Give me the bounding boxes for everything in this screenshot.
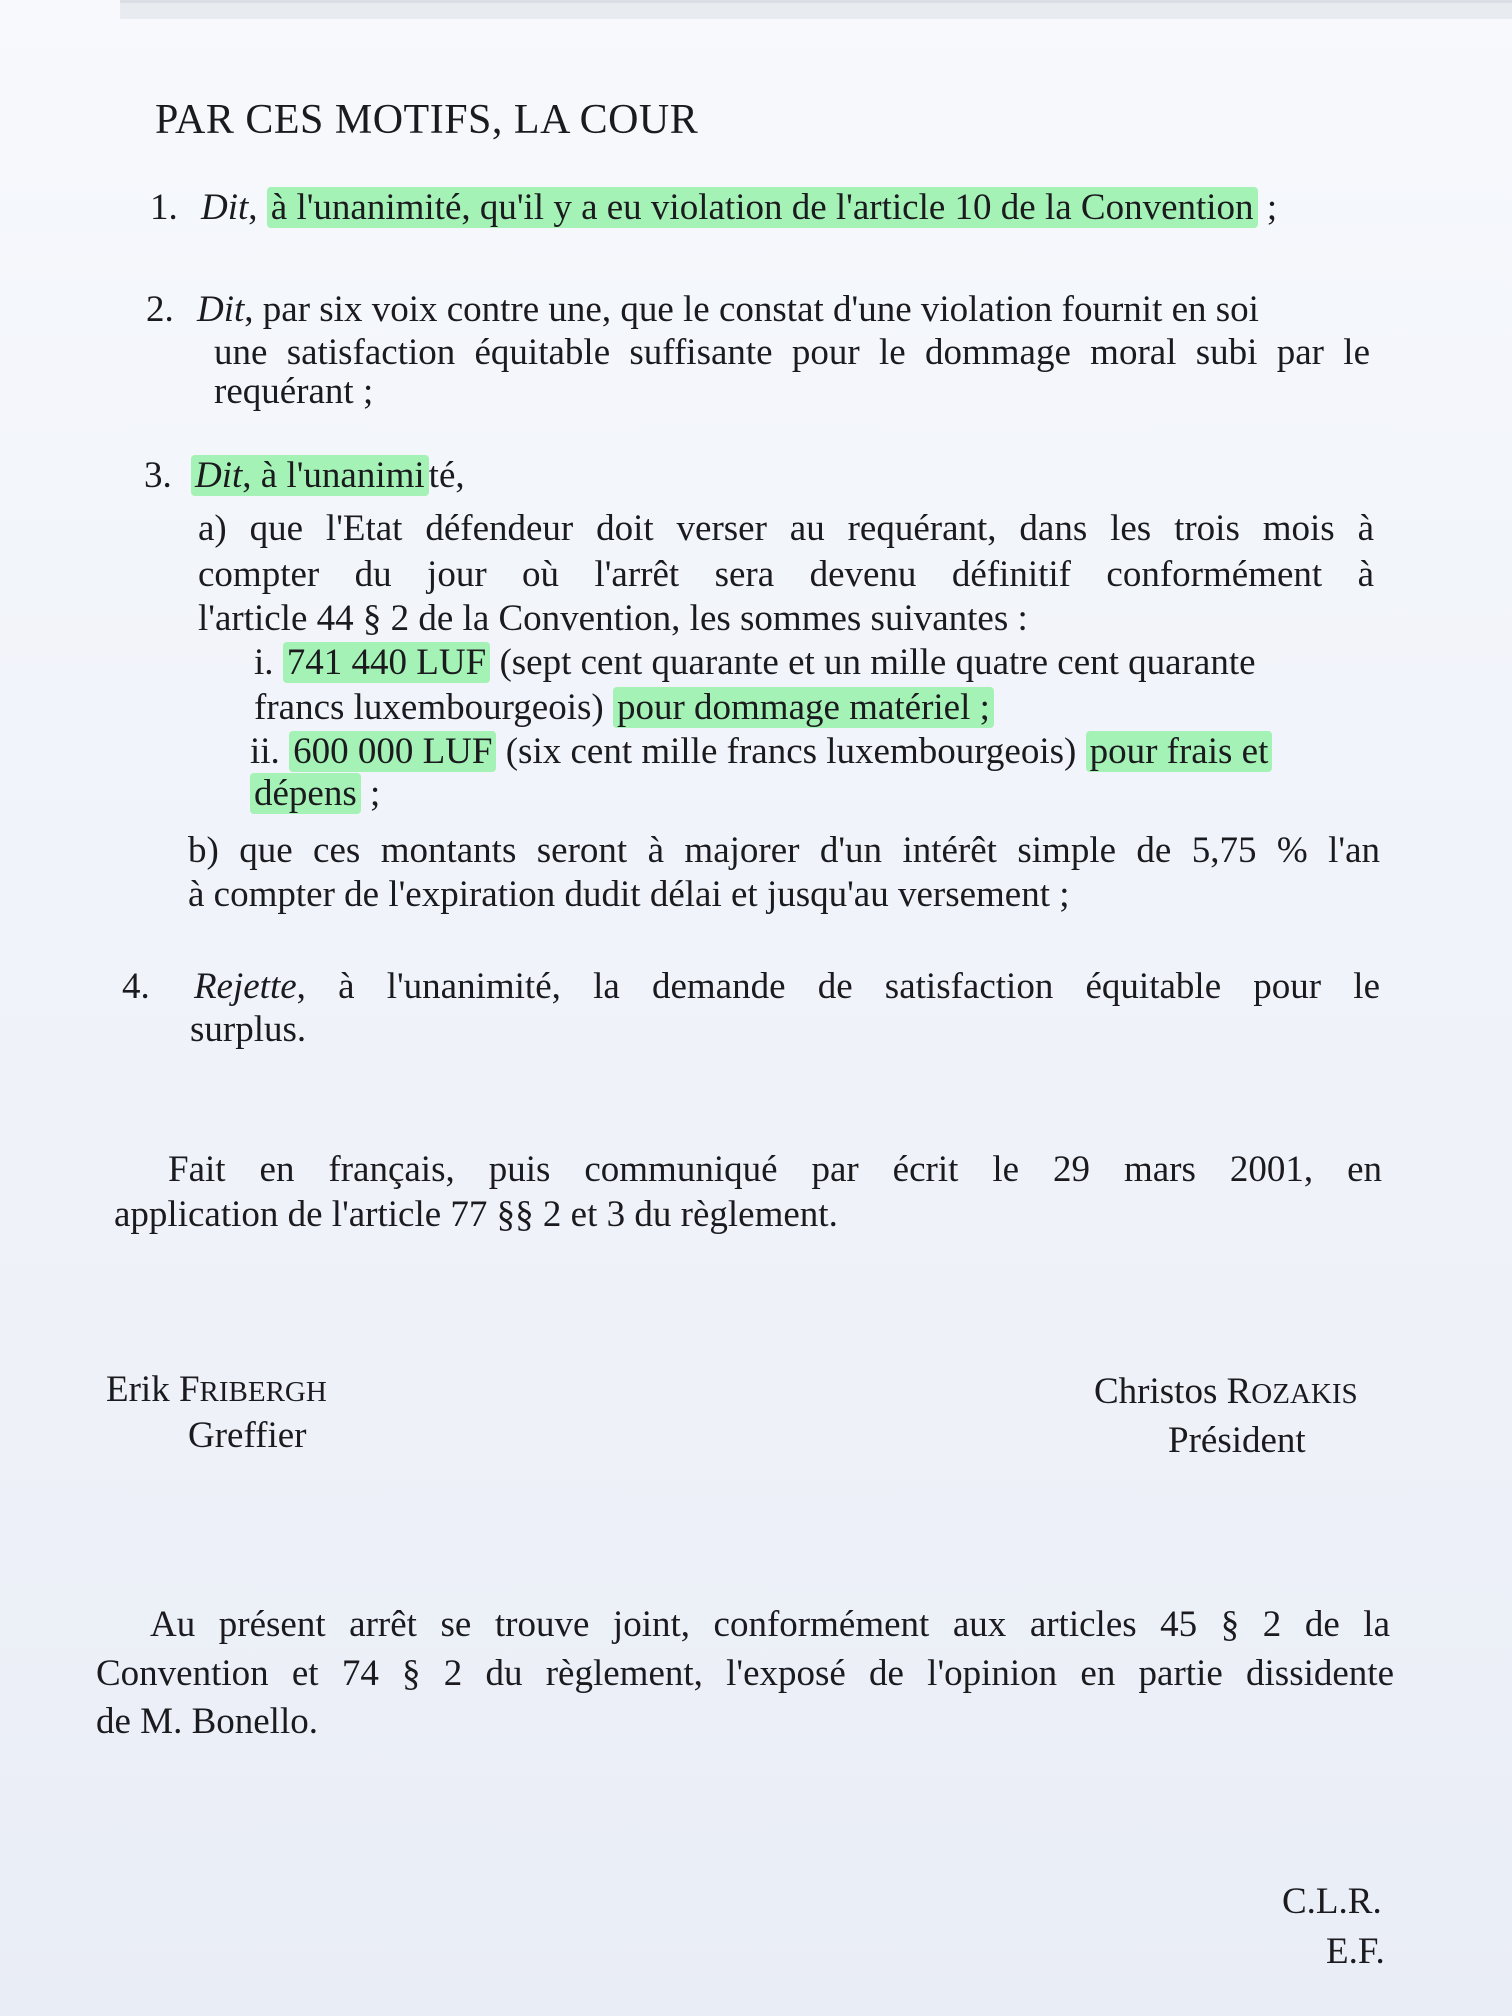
item-verb: Rejette [193,966,297,1007]
item-verb: Dit [201,187,249,228]
annex-line-1: Au présent arrêt se trouve joint, conformément aux articles 45 § 2 de la [150,1604,1390,1645]
signature-right-title: Président [1168,1420,1306,1461]
operative-item-1: 1. Dit, à l'unanimité, qu'il y a eu violation de l'article 10 de la Convention ; [150,187,1278,228]
item-3a-line-3: l'article 44 § 2 de la Convention, les sommes suivantes : [198,598,1028,639]
annex-line-3: de M. Bonello. [96,1701,318,1742]
item-number: 2. [146,289,174,330]
fait-line-1: Fait en français, puis communiqué par écrit le 29 mars 2001, en [168,1149,1382,1190]
item-3b-line-2: à compter de l'expiration dudit délai et jusqu'au versement ; [188,874,1070,915]
item-2-line-2: une satisfaction équitable suffisante pour le dommage moral subi par le [214,332,1370,373]
annex-line-2: Convention et 74 § 2 du règlement, l'exposé de l'opinion en partie dissidente [96,1653,1394,1694]
page-title: PAR CES MOTIFS, LA COUR [155,97,699,143]
item-number: 1. [150,187,178,228]
sub-item-ii-line-2: dépens ; [250,772,380,816]
signature-left-name: Erik FRIBERGH [106,1369,327,1410]
highlighted-text: pour frais et [1086,731,1273,772]
sub-item-ii: ii. 600 000 LUF (six cent mille francs luxembourgeois) pour frais et [250,730,1272,774]
operative-item-2: 2. Dit, par six voix contre une, que le constat d'une violation fournit en soi [146,289,1259,330]
item-4-line-2: surplus. [190,1009,307,1050]
initials-line-1: C.L.R. [1282,1881,1382,1922]
initials-line-2: E.F. [1326,1931,1385,1972]
item-2-line-3: requérant ; [214,371,374,412]
item-3a-line-2: compter du jour où l'arrêt sera devenu définitif conformément à [198,554,1374,595]
operative-item-3: 3. Dit, à l'unanimi té, [144,455,465,496]
item-3b-line-1: b) que ces montants seront à majorer d'un intérêt simple de 5,75 % l'an [188,830,1380,871]
signature-left-title: Greffier [188,1415,307,1456]
item-number: 3. [144,455,172,496]
sub-item-i: i. 741 440 LUF (sept cent quarante et un mille quatre cent quarante [254,642,1256,683]
item-3a-line-1: a) que l'Etat défendeur doit verser au requérant, dans les trois mois à [198,508,1374,549]
item-number: 4. [122,966,150,1007]
highlighted-amount: 600 000 LUF [289,731,496,772]
highlighted-text: Dit, à l'unanimi [191,455,429,496]
signature-right-name: Christos ROZAKIS [1094,1371,1358,1412]
highlighted-text: dépens [250,773,361,814]
item-verb: Dit [197,289,245,330]
highlighted-amount: 741 440 LUF [283,642,490,683]
operative-item-4: 4. Rejette, à l'unanimité, la demande de satisfaction équitable pour le [122,966,1381,1007]
fait-line-2: application de l'article 77 §§ 2 et 3 du règlement. [114,1194,838,1235]
sub-item-i-line-2: francs luxembourgeois) pour dommage matériel ; [254,686,994,730]
highlighted-text: à l'unanimité, qu'il y a eu violation de l'article 10 de la Convention [267,187,1258,228]
highlighted-text: pour dommage matériel ; [613,687,994,728]
